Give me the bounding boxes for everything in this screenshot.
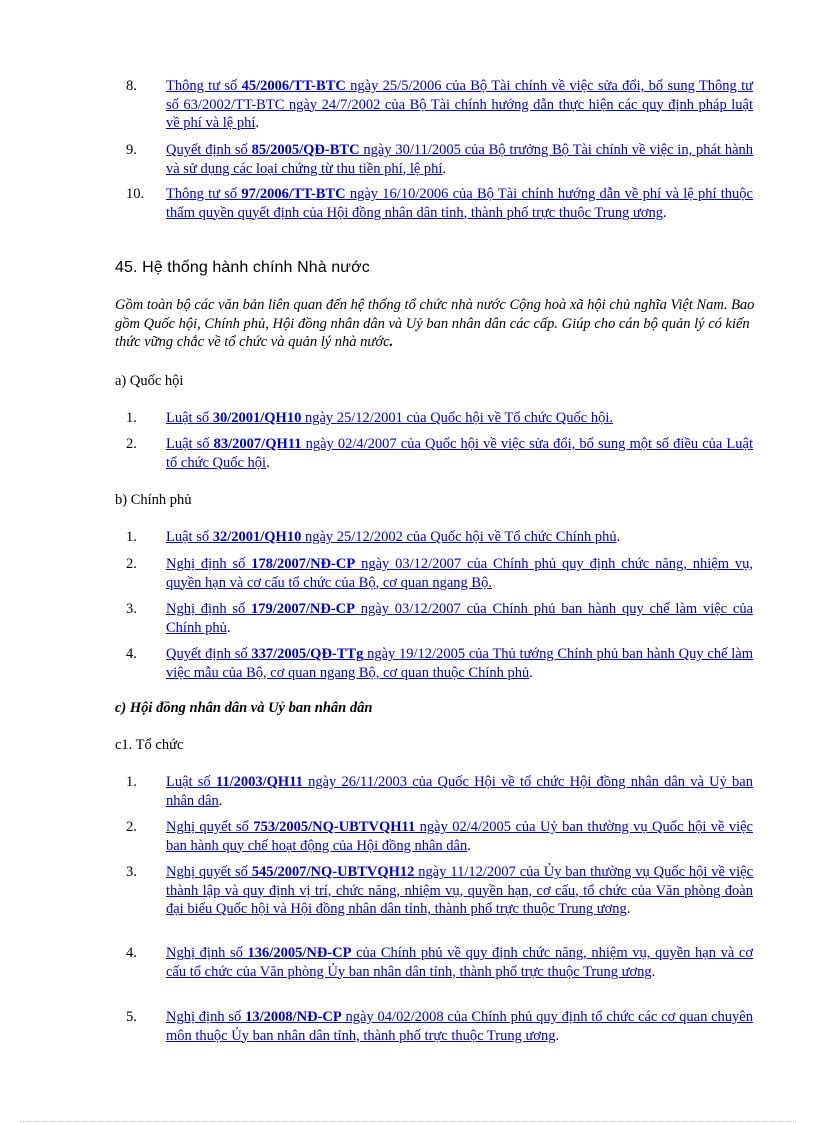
document-link[interactable]: Luật số 11/2003/QH11 ngày 26/11/2003 của Quốc Hội về tổ chức Hội đồng nhân dân và Uỷ ban nhân dân bbox=[166, 774, 753, 809]
item-number: 2. bbox=[126, 819, 137, 835]
item-number: 8. bbox=[126, 78, 137, 94]
list-item: 5. Nghị định số 13/2008/NĐ-CP ngày 04/02/2008 của Chính phủ quy định tổ chức các cơ quan chuyên môn thuộc Ủy ban nhân dân tỉnh, thành phố trực thuộc Trung ương. bbox=[126, 1009, 753, 1044]
list-item bbox=[126, 409, 753, 428]
list-item: 8. Thông tư số 45/2006/TT-BTC ngày 25/5/2006 của Bộ Tài chính về việc sửa đổi, bổ sung Thông tư số 63/2002/TT-BTC ngày 24/7/2002 của Bộ Tài chính hướng dẫn thực hiện các quy định pháp luật về phí và lệ phí. bbox=[126, 78, 753, 131]
document-link[interactable]: Quyết định số 85/2005/QĐ-BTC ngày 30/11/2005 của Bộ trưởng Bộ Tài chính về việc in, phát hành và sử dụng các loại chứng từ thu tiền phí, lệ phí bbox=[166, 142, 754, 177]
document-link[interactable]: Nghị định số 136/2005/NĐ-CP của Chính phủ về quy định chức năng, nhiệm vụ, quyền hạn và cơ cấu tổ chức của Văn phòng Ủy ban nhân dân tỉnh, thành phố trực thuộc Trung ương bbox=[166, 945, 754, 980]
page-bottom-divider bbox=[20, 1121, 796, 1122]
subsection-label-organization: c1. Tổ chức bbox=[115, 737, 184, 753]
item-number: 1. bbox=[126, 410, 137, 426]
list-item: 3. Nghị định số 179/2007/NĐ-CP ngày 03/12/2007 của Chính phủ ban hành quy chế làm việc của Chính phủ. bbox=[126, 601, 754, 636]
list-item: 4. Nghị định số 136/2005/NĐ-CP của Chính phủ về quy định chức năng, nhiệm vụ, quyền hạn và cơ cấu tổ chức của Văn phòng Ủy ban nhân dân tỉnh, thành phố trực thuộc Trung ương. bbox=[126, 945, 754, 980]
section-intro: Gồm toàn bộ các văn bản liên quan đến hệ thống tổ chức nhà nước Cộng hoà xã hội chủ nghĩa Việt Nam. Bao gồm Quốc hội, Chính phủ, Hội đồng nhân dân và Uỷ ban nhân dân các cấp. Giúp cho cán bộ quản lý có kiến thức vững chắc về tổ chức và quản lý nhà nước. bbox=[115, 297, 755, 350]
item-number: 3. bbox=[126, 601, 137, 617]
document-link[interactable]: Nghị quyết số 545/2007/NQ-UBTVQH12 ngày 11/12/2007 của Ủy ban thường vụ Quốc hội về việc thành lập và quy định vị trí, chức năng, nhiệm vụ, quyền hạn, cơ cấu, tổ chức của Văn phòng đoàn đại biểu Quốc hội và Hội đồng nhân dân tỉnh, thành phố trực thuộc Trung ương bbox=[166, 864, 754, 917]
item-number: 2. bbox=[126, 436, 137, 452]
document-link[interactable]: Quyết định số 337/2005/QĐ-TTg ngày 19/12/2005 của Thủ tướng Chính phủ ban hành Quy chế làm việc mẫu của Bộ, cơ quan ngang Bộ, cơ quan thuộc Chính phủ bbox=[166, 646, 753, 681]
list-item: 4. Quyết định số 337/2005/QĐ-TTg ngày 19/12/2005 của Thủ tướng Chính phủ ban hành Quy chế làm việc mẫu của Bộ, cơ quan ngang Bộ, cơ quan thuộc Chính phủ. bbox=[126, 646, 753, 681]
document-link[interactable]: Nghị định số 13/2008/NĐ-CP ngày 04/02/2008 của Chính phủ quy định tổ chức các cơ quan chuyên môn thuộc Ủy ban nhân dân tỉnh, thành phố trực thuộc Trung ương bbox=[166, 1009, 753, 1044]
list-item bbox=[126, 555, 753, 592]
item-number: 5. bbox=[126, 1009, 137, 1025]
item-number: 2. bbox=[126, 556, 137, 572]
list-item: 1. Luật số 11/2003/QH11 ngày 26/11/2003 của Quốc Hội về tổ chức Hội đồng nhân dân và Uỷ ban nhân dân. bbox=[126, 774, 753, 809]
subsection-label-national-assembly: a) Quốc hội bbox=[115, 373, 184, 389]
item-number: 10. bbox=[126, 186, 145, 202]
item-number: 1. bbox=[126, 529, 137, 545]
list-item: 2. Luật số 83/2007/QH11 ngày 02/4/2007 của Quốc hội về việc sửa đổi, bổ sung một số điều của Luật tổ chức Quốc hội. bbox=[126, 436, 753, 471]
item-number: 4. bbox=[126, 646, 137, 662]
item-number: 1. bbox=[126, 774, 137, 790]
document-link[interactable]: Nghị định số 178/2007/NĐ-CP ngày 03/12/2007 của Chính phủ quy định chức năng, nhiệm vụ, quyền hạn và cơ cấu tổ chức của Bộ, cơ quan ngang Bộ. bbox=[166, 556, 753, 591]
list-item: 1. Luật số 32/2001/QH10 ngày 25/12/2002 của Quốc hội về Tổ chức Chính phủ. bbox=[126, 529, 621, 545]
document-link[interactable]: Luật số 32/2001/QH10 ngày 25/12/2002 của Quốc hội về Tổ chức Chính phủ bbox=[166, 529, 617, 545]
subsection-label-government: b) Chính phủ bbox=[115, 492, 192, 508]
item-number: 9. bbox=[126, 142, 137, 158]
document-link[interactable]: Nghị định số 179/2007/NĐ-CP ngày 03/12/2007 của Chính phủ ban hành quy chế làm việc của Chính phủ bbox=[166, 601, 754, 636]
item-number: 4. bbox=[126, 945, 137, 961]
list-item: 10. Thông tư số 97/2006/TT-BTC ngày 16/10/2006 của Bộ Tài chính hướng dẫn về phí và lệ phí thuộc thẩm quyền quyết định của Hội đồng nhân dân tỉnh, thành phố trực thuộc Trung ương. bbox=[126, 186, 753, 221]
list-item: 3. Nghị quyết số 545/2007/NQ-UBTVQH12 ngày 11/12/2007 của Ủy ban thường vụ Quốc hội về việc thành lập và quy định vị trí, chức năng, nhiệm vụ, quyền hạn, cơ cấu, tổ chức của Văn phòng đoàn đại biểu Quốc hội và Hội đồng nhân dân tỉnh, thành phố trực thuộc Trung ương. bbox=[126, 864, 754, 917]
document-link[interactable]: Thông tư số 97/2006/TT-BTC ngày 16/10/2006 của Bộ Tài chính hướng dẫn về phí và lệ phí thuộc thẩm quyền quyết định của Hội đồng nhân dân tỉnh, thành phố trực thuộc Trung ương bbox=[166, 186, 753, 221]
document-link[interactable]: Luật số 83/2007/QH11 ngày 02/4/2007 của Quốc hội về việc sửa đổi, bổ sung một số điều của Luật tổ chức Quốc hội bbox=[166, 436, 753, 471]
document-link[interactable]: Thông tư số 45/2006/TT-BTC ngày 25/5/2006 của Bộ Tài chính về việc sửa đổi, bổ sung Thông tư số 63/2002/TT-BTC ngày 24/7/2002 của Bộ Tài chính hướng dẫn thực hiện các quy định pháp luật về phí và lệ phí bbox=[166, 78, 753, 131]
document-link[interactable]: Nghị quyết số 753/2005/NQ-UBTVQH11 ngày 02/4/2005 của Uỷ ban thường vụ Quốc hội về việc ban hành quy chế hoạt động của Hội đồng nhân dân bbox=[166, 819, 753, 854]
item-number: 3. bbox=[126, 864, 137, 880]
document-link[interactable]: Luật số 30/2001/QH10 ngày 25/12/2001 của Quốc hội về Tổ chức Quốc hội. bbox=[166, 410, 613, 426]
subsection-label-councils: c) Hội đồng nhân dân và Uỷ ban nhân dân bbox=[115, 700, 373, 716]
list-item: 9. Quyết định số 85/2005/QĐ-BTC ngày 30/11/2005 của Bộ trưởng Bộ Tài chính về việc in, phát hành và sử dụng các loại chứng từ thu tiền phí, lệ phí. bbox=[126, 142, 754, 177]
list-item: 2. Nghị quyết số 753/2005/NQ-UBTVQH11 ngày 02/4/2005 của Uỷ ban thường vụ Quốc hội về việc ban hành quy chế hoạt động của Hội đồng nhân dân. bbox=[126, 819, 753, 854]
section-title: 45. Hệ thống hành chính Nhà nước bbox=[115, 259, 370, 276]
